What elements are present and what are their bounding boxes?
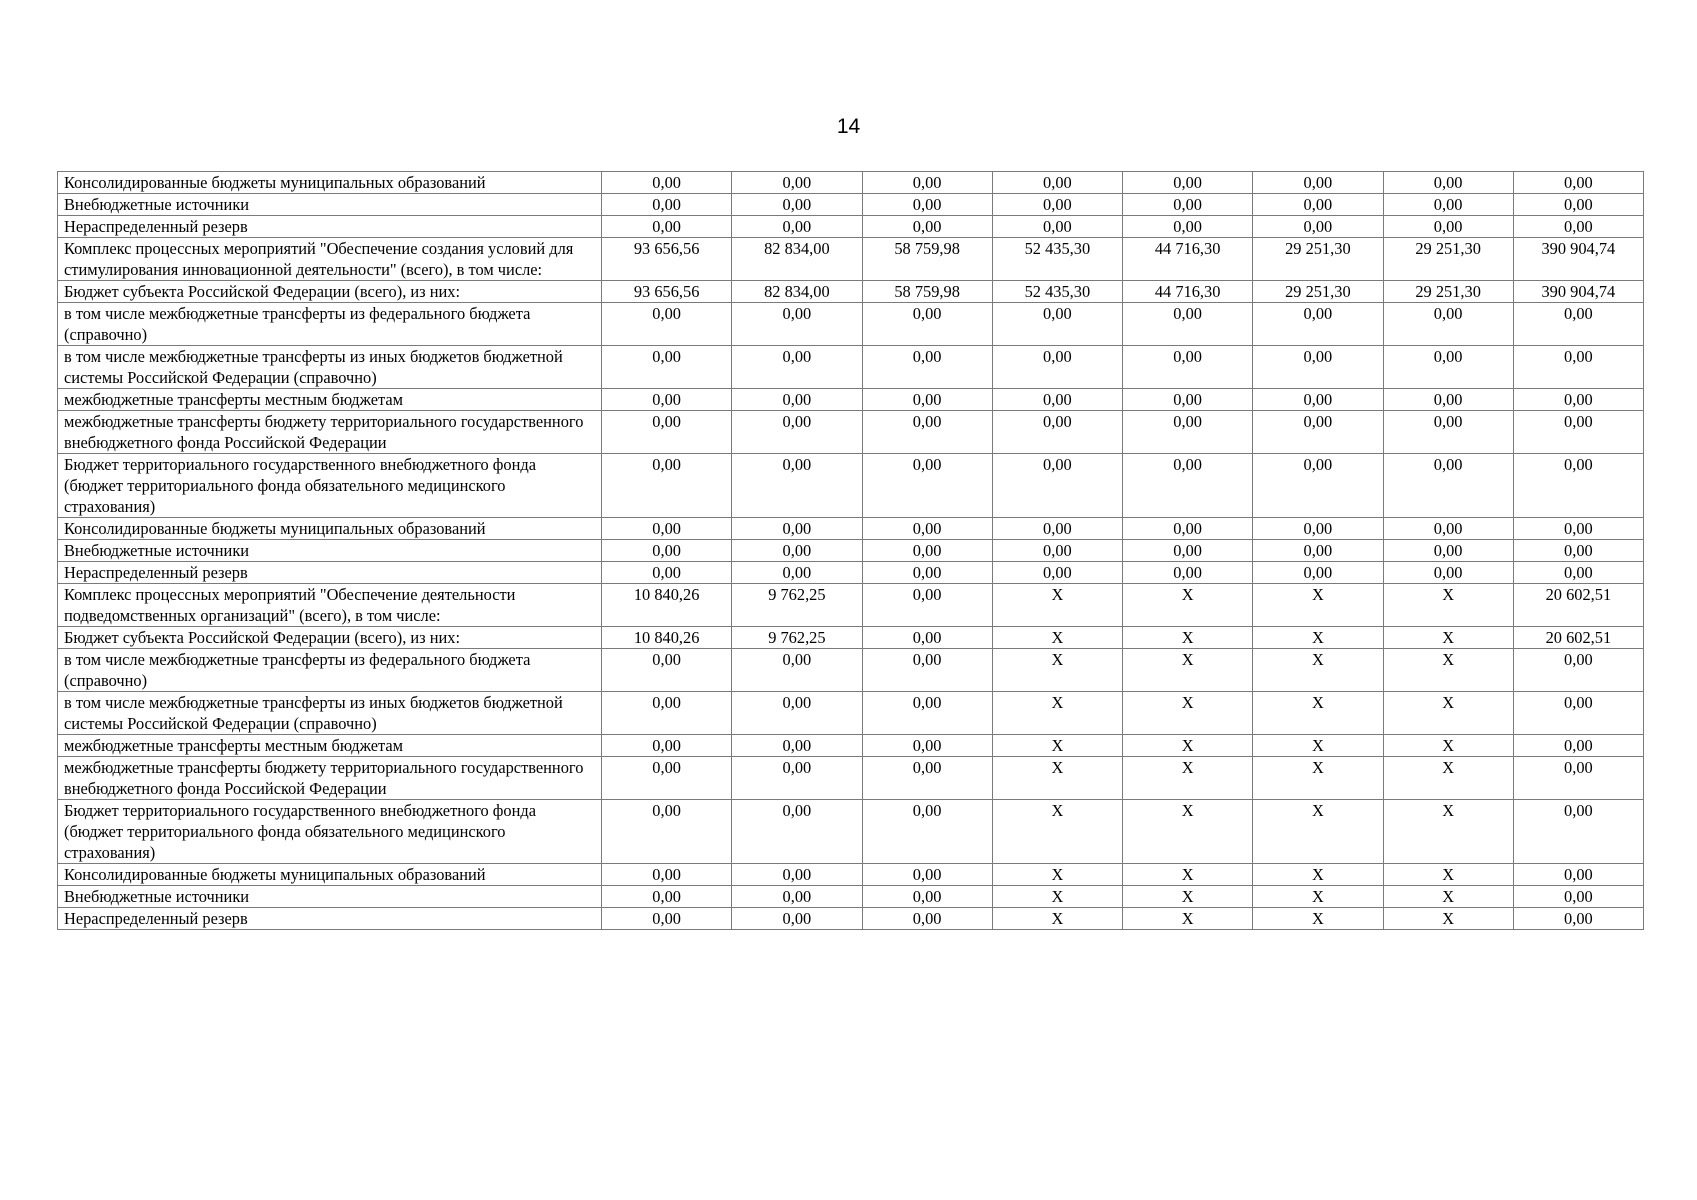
value-cell: X <box>1383 627 1513 649</box>
row-label: Нераспределенный резерв <box>58 216 602 238</box>
row-label: Комплекс процессных мероприятий "Обеспечение деятельности подведомственных организаций" (всего), в том числе: <box>58 584 602 627</box>
value-cell: 0,00 <box>862 194 992 216</box>
value-cell: 0,00 <box>1513 886 1643 908</box>
value-cell: 0,00 <box>1253 411 1383 454</box>
table-row <box>58 518 1644 540</box>
value-cell: 0,00 <box>1513 649 1643 692</box>
value-cell: X <box>992 757 1122 800</box>
value-cell: 52 435,30 <box>992 238 1122 281</box>
value-cell: 10 840,26 <box>602 584 732 627</box>
value-cell: 82 834,00 <box>732 281 862 303</box>
value-cell: 20 602,51 <box>1513 627 1643 649</box>
value-cell: 0,00 <box>1513 692 1643 735</box>
value-cell: 0,00 <box>1253 303 1383 346</box>
value-cell: 29 251,30 <box>1383 281 1513 303</box>
table-row <box>58 757 1644 800</box>
value-cell: 0,00 <box>732 303 862 346</box>
value-cell: 0,00 <box>992 540 1122 562</box>
value-cell: 0,00 <box>1513 518 1643 540</box>
row-label: межбюджетные трансферты бюджету территориального государственного внебюджетного фонда Российской Федерации <box>58 411 602 454</box>
value-cell: 0,00 <box>732 886 862 908</box>
value-cell: 44 716,30 <box>1123 238 1253 281</box>
value-cell: 0,00 <box>1513 735 1643 757</box>
value-cell: X <box>992 908 1122 930</box>
value-cell: 0,00 <box>1253 216 1383 238</box>
value-cell: 0,00 <box>992 216 1122 238</box>
value-cell: 0,00 <box>602 194 732 216</box>
value-cell: 0,00 <box>602 649 732 692</box>
value-cell: 0,00 <box>1513 908 1643 930</box>
value-cell: 0,00 <box>1253 518 1383 540</box>
value-cell: 0,00 <box>732 454 862 518</box>
row-label: Бюджет субъекта Российской Федерации (всего), из них: <box>58 281 602 303</box>
table-row <box>58 800 1644 864</box>
value-cell: 0,00 <box>1513 562 1643 584</box>
page-number: 14 <box>836 115 861 138</box>
value-cell: 0,00 <box>602 562 732 584</box>
value-cell: 0,00 <box>602 692 732 735</box>
value-cell: 0,00 <box>862 562 992 584</box>
value-cell: 0,00 <box>862 757 992 800</box>
value-cell: X <box>1123 584 1253 627</box>
value-cell: 0,00 <box>1123 172 1253 194</box>
row-label: Нераспределенный резерв <box>58 562 602 584</box>
value-cell: X <box>1253 757 1383 800</box>
value-cell: X <box>1123 692 1253 735</box>
value-cell: 0,00 <box>1383 346 1513 389</box>
row-label: Внебюджетные источники <box>58 194 602 216</box>
table-row <box>58 389 1644 411</box>
table-row <box>58 562 1644 584</box>
value-cell: X <box>992 800 1122 864</box>
value-cell: 0,00 <box>602 411 732 454</box>
value-cell: 0,00 <box>1383 172 1513 194</box>
value-cell: 0,00 <box>732 346 862 389</box>
value-cell: 0,00 <box>602 908 732 930</box>
value-cell: 52 435,30 <box>992 281 1122 303</box>
value-cell: 0,00 <box>1123 216 1253 238</box>
value-cell: X <box>1253 627 1383 649</box>
value-cell: 390 904,74 <box>1513 238 1643 281</box>
value-cell: 0,00 <box>1123 303 1253 346</box>
value-cell: X <box>992 649 1122 692</box>
table-row <box>58 692 1644 735</box>
value-cell: 0,00 <box>862 627 992 649</box>
value-cell: 0,00 <box>1513 389 1643 411</box>
value-cell: 0,00 <box>862 216 992 238</box>
value-cell: X <box>1253 735 1383 757</box>
value-cell: 0,00 <box>732 172 862 194</box>
value-cell: 0,00 <box>732 518 862 540</box>
value-cell: X <box>1383 692 1513 735</box>
row-label: в том числе межбюджетные трансферты из иных бюджетов бюджетной системы Российской Федерации (справочно) <box>58 346 602 389</box>
table-row <box>58 172 1644 194</box>
row-label: межбюджетные трансферты бюджету территориального государственного внебюджетного фонда Российской Федерации <box>58 757 602 800</box>
value-cell: 0,00 <box>732 864 862 886</box>
value-cell: 0,00 <box>1383 518 1513 540</box>
value-cell: 0,00 <box>862 908 992 930</box>
value-cell: 0,00 <box>1383 303 1513 346</box>
value-cell: 0,00 <box>1383 562 1513 584</box>
value-cell: 93 656,56 <box>602 238 732 281</box>
table-row <box>58 411 1644 454</box>
value-cell: 0,00 <box>1123 411 1253 454</box>
value-cell: 20 602,51 <box>1513 584 1643 627</box>
value-cell: 0,00 <box>1253 389 1383 411</box>
value-cell: 0,00 <box>1253 454 1383 518</box>
value-cell: 0,00 <box>1513 454 1643 518</box>
table-row <box>58 454 1644 518</box>
row-label: межбюджетные трансферты местным бюджетам <box>58 735 602 757</box>
value-cell: X <box>992 864 1122 886</box>
table-row <box>58 281 1644 303</box>
value-cell: 0,00 <box>1123 389 1253 411</box>
value-cell: 0,00 <box>602 346 732 389</box>
value-cell: 0,00 <box>602 800 732 864</box>
value-cell: 0,00 <box>862 692 992 735</box>
table-row <box>58 540 1644 562</box>
value-cell: 0,00 <box>1513 216 1643 238</box>
value-cell: 0,00 <box>1253 194 1383 216</box>
value-cell: X <box>1123 757 1253 800</box>
value-cell: 0,00 <box>992 389 1122 411</box>
row-label: межбюджетные трансферты местным бюджетам <box>58 389 602 411</box>
value-cell: 9 762,25 <box>732 584 862 627</box>
value-cell: X <box>1123 627 1253 649</box>
value-cell: 0,00 <box>1383 454 1513 518</box>
value-cell: X <box>1123 908 1253 930</box>
table-row <box>58 864 1644 886</box>
table-row <box>58 627 1644 649</box>
value-cell: 0,00 <box>862 864 992 886</box>
value-cell: 0,00 <box>862 540 992 562</box>
value-cell: 0,00 <box>1513 540 1643 562</box>
value-cell: X <box>1383 800 1513 864</box>
value-cell: 0,00 <box>602 886 732 908</box>
value-cell: 10 840,26 <box>602 627 732 649</box>
row-label: Внебюджетные источники <box>58 886 602 908</box>
value-cell: 29 251,30 <box>1253 238 1383 281</box>
value-cell: 0,00 <box>732 800 862 864</box>
value-cell: 0,00 <box>992 172 1122 194</box>
value-cell: 0,00 <box>862 649 992 692</box>
value-cell: 0,00 <box>732 216 862 238</box>
value-cell: 0,00 <box>1513 194 1643 216</box>
table-row <box>58 194 1644 216</box>
table-body <box>58 172 1644 930</box>
value-cell: 0,00 <box>862 346 992 389</box>
table-row <box>58 303 1644 346</box>
value-cell: 0,00 <box>732 757 862 800</box>
value-cell: 0,00 <box>862 800 992 864</box>
value-cell: 0,00 <box>1513 411 1643 454</box>
value-cell: X <box>1253 649 1383 692</box>
value-cell: 0,00 <box>602 540 732 562</box>
value-cell: X <box>1253 864 1383 886</box>
value-cell: X <box>1383 735 1513 757</box>
row-label: Бюджет субъекта Российской Федерации (всего), из них: <box>58 627 602 649</box>
value-cell: 0,00 <box>862 172 992 194</box>
value-cell: 390 904,74 <box>1513 281 1643 303</box>
value-cell: 0,00 <box>992 303 1122 346</box>
value-cell: 0,00 <box>1253 540 1383 562</box>
value-cell: 0,00 <box>732 649 862 692</box>
value-cell: 0,00 <box>992 454 1122 518</box>
value-cell: X <box>1253 584 1383 627</box>
value-cell: 0,00 <box>732 540 862 562</box>
row-label: Бюджет территориального государственного внебюджетного фонда (бюджет территориального фонда обязательного медицинского страхования) <box>58 454 602 518</box>
value-cell: X <box>1123 800 1253 864</box>
value-cell: 0,00 <box>732 411 862 454</box>
value-cell: 0,00 <box>862 411 992 454</box>
value-cell: 58 759,98 <box>862 238 992 281</box>
value-cell: 58 759,98 <box>862 281 992 303</box>
row-label: в том числе межбюджетные трансферты из иных бюджетов бюджетной системы Российской Федерации (справочно) <box>58 692 602 735</box>
value-cell: 0,00 <box>1513 346 1643 389</box>
value-cell: X <box>1123 649 1253 692</box>
value-cell: X <box>1253 800 1383 864</box>
value-cell: 0,00 <box>992 411 1122 454</box>
value-cell: 82 834,00 <box>732 238 862 281</box>
value-cell: 0,00 <box>1123 562 1253 584</box>
value-cell: 0,00 <box>862 389 992 411</box>
value-cell: 0,00 <box>862 886 992 908</box>
value-cell: 0,00 <box>1123 540 1253 562</box>
row-label: Бюджет территориального государственного внебюджетного фонда (бюджет территориального фонда обязательного медицинского страхования) <box>58 800 602 864</box>
row-label: в том числе межбюджетные трансферты из федерального бюджета (справочно) <box>58 303 602 346</box>
value-cell: 9 762,25 <box>732 627 862 649</box>
table-row <box>58 886 1644 908</box>
table-row <box>58 735 1644 757</box>
table-row <box>58 346 1644 389</box>
table-row <box>58 238 1644 281</box>
value-cell: 0,00 <box>1123 194 1253 216</box>
value-cell: X <box>1383 864 1513 886</box>
value-cell: 0,00 <box>732 692 862 735</box>
value-cell: X <box>992 735 1122 757</box>
row-label: Комплекс процессных мероприятий "Обеспечение создания условий для стимулирования инновационной деятельности" (всего), в том числе: <box>58 238 602 281</box>
value-cell: 0,00 <box>1253 562 1383 584</box>
row-label: в том числе межбюджетные трансферты из федерального бюджета (справочно) <box>58 649 602 692</box>
value-cell: X <box>1383 908 1513 930</box>
value-cell: X <box>1383 757 1513 800</box>
value-cell: 0,00 <box>602 172 732 194</box>
value-cell: X <box>1383 886 1513 908</box>
value-cell: 0,00 <box>992 562 1122 584</box>
value-cell: 0,00 <box>1383 389 1513 411</box>
table-row <box>58 584 1644 627</box>
value-cell: X <box>992 886 1122 908</box>
value-cell: 0,00 <box>602 389 732 411</box>
value-cell: 0,00 <box>732 389 862 411</box>
value-cell: X <box>992 584 1122 627</box>
value-cell: 0,00 <box>602 757 732 800</box>
value-cell: 29 251,30 <box>1253 281 1383 303</box>
value-cell: 0,00 <box>1383 194 1513 216</box>
value-cell: X <box>1253 692 1383 735</box>
value-cell: X <box>1383 649 1513 692</box>
value-cell: 0,00 <box>1383 216 1513 238</box>
value-cell: 0,00 <box>1513 800 1643 864</box>
row-label: Нераспределенный резерв <box>58 908 602 930</box>
row-label: Консолидированные бюджеты муниципальных образований <box>58 172 602 194</box>
value-cell: 0,00 <box>992 518 1122 540</box>
row-label: Внебюджетные источники <box>58 540 602 562</box>
value-cell: 0,00 <box>1513 172 1643 194</box>
value-cell: X <box>1123 864 1253 886</box>
value-cell: 29 251,30 <box>1383 238 1513 281</box>
value-cell: 0,00 <box>732 908 862 930</box>
value-cell: 0,00 <box>862 303 992 346</box>
value-cell: 0,00 <box>602 864 732 886</box>
value-cell: 0,00 <box>862 454 992 518</box>
value-cell: 0,00 <box>602 518 732 540</box>
budget-table <box>57 171 1644 930</box>
value-cell: 0,00 <box>862 518 992 540</box>
table-row <box>58 649 1644 692</box>
value-cell: X <box>1123 886 1253 908</box>
value-cell: X <box>1383 584 1513 627</box>
value-cell: 0,00 <box>1123 454 1253 518</box>
value-cell: 0,00 <box>992 194 1122 216</box>
value-cell: 0,00 <box>602 303 732 346</box>
value-cell: 0,00 <box>992 346 1122 389</box>
table-row <box>58 216 1644 238</box>
value-cell: 0,00 <box>1123 346 1253 389</box>
value-cell: X <box>1253 886 1383 908</box>
row-label: Консолидированные бюджеты муниципальных образований <box>58 518 602 540</box>
value-cell: 0,00 <box>732 735 862 757</box>
value-cell: 44 716,30 <box>1123 281 1253 303</box>
value-cell: 0,00 <box>732 562 862 584</box>
value-cell: 0,00 <box>1123 518 1253 540</box>
value-cell: X <box>1123 735 1253 757</box>
value-cell: 0,00 <box>1253 346 1383 389</box>
value-cell: 0,00 <box>862 735 992 757</box>
value-cell: X <box>1253 908 1383 930</box>
value-cell: 0,00 <box>862 584 992 627</box>
value-cell: 0,00 <box>1253 172 1383 194</box>
value-cell: X <box>992 627 1122 649</box>
value-cell: 0,00 <box>1383 540 1513 562</box>
value-cell: 0,00 <box>1383 411 1513 454</box>
value-cell: 0,00 <box>602 454 732 518</box>
value-cell: 0,00 <box>1513 864 1643 886</box>
value-cell: 93 656,56 <box>602 281 732 303</box>
value-cell: 0,00 <box>732 194 862 216</box>
row-label: Консолидированные бюджеты муниципальных образований <box>58 864 602 886</box>
value-cell: 0,00 <box>1513 303 1643 346</box>
value-cell: 0,00 <box>602 216 732 238</box>
value-cell: 0,00 <box>1513 757 1643 800</box>
value-cell: 0,00 <box>602 735 732 757</box>
value-cell: X <box>992 692 1122 735</box>
table-row <box>58 908 1644 930</box>
